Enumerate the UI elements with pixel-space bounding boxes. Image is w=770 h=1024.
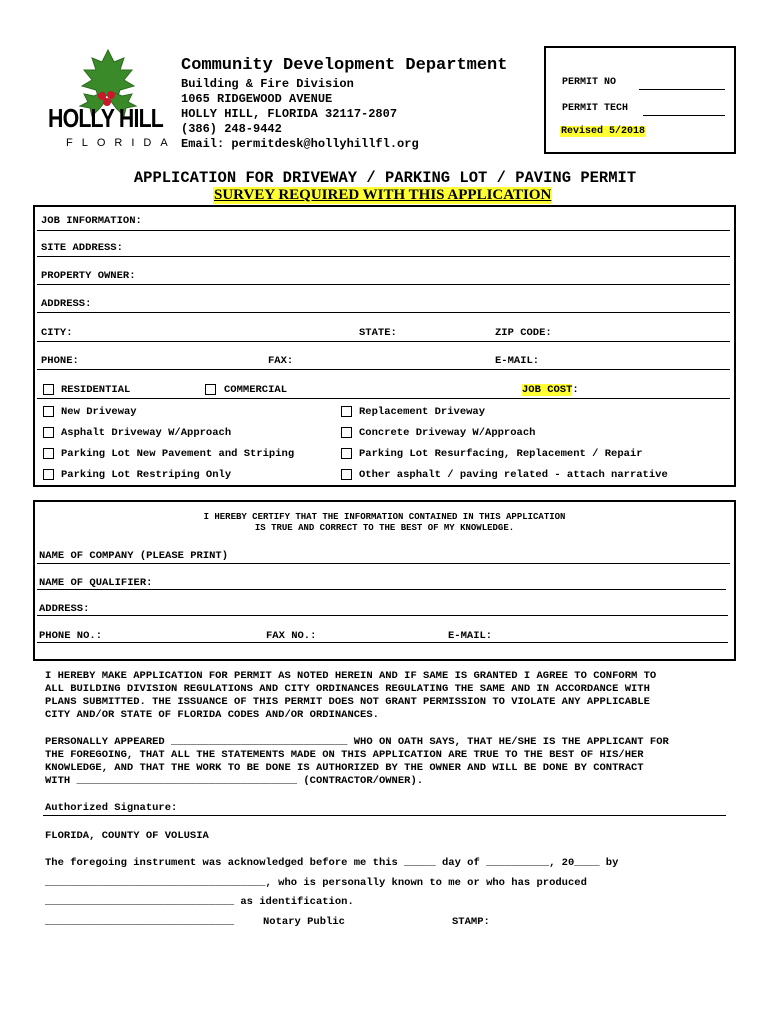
authorized-signature-label: Authorized Signature: [45, 802, 178, 814]
contractor-fax-label: FAX NO.: [266, 630, 317, 642]
permit-tech-label: PERMIT TECH [562, 103, 629, 114]
option-label: Parking Lot Resurfacing, Replacement / Repair [359, 448, 643, 460]
site-address-field[interactable] [37, 256, 730, 257]
divider [37, 230, 730, 231]
job-cost-label: JOB COST: [522, 384, 579, 396]
page-title: APPLICATION FOR DRIVEWAY / PARKING LOT / PAVING PERMIT [133, 169, 637, 187]
option-label: Parking Lot Restriping Only [61, 469, 232, 481]
phone-label: PHONE: [41, 355, 79, 367]
email-address: Email: permitdesk@hollyhillfl.org [181, 137, 419, 151]
concrete-driveway-checkbox[interactable] [341, 427, 352, 438]
site-address-label: SITE ADDRESS: [41, 242, 123, 254]
property-owner-label: PROPERTY OWNER: [41, 270, 136, 282]
notary-public-label: Notary Public [263, 916, 345, 928]
job-cost-field[interactable] [37, 398, 730, 399]
oath-text-line: THE FOREGOING, THAT ALL THE STATEMENTS MADE ON THIS APPLICATION ARE TRUE TO THE BEST OF HIS/HER [45, 749, 644, 761]
other-paving-checkbox[interactable] [341, 469, 352, 480]
contractor-address-field[interactable] [37, 615, 728, 616]
survey-notice: SURVEY REQUIRED WITH THIS APPLICATION [214, 187, 552, 203]
logo-subtext: FLORIDA [66, 137, 177, 149]
parking-lot-resurfacing-checkbox[interactable] [341, 448, 352, 459]
zip-label: ZIP CODE: [495, 327, 552, 339]
application-text-line: PLANS SUBMITTED. THE ISSUANCE OF THIS PERMIT DOES NOT GRANT PERMISSION TO VIOLATE ANY APPLICABLE [45, 696, 650, 708]
property-owner-field[interactable] [37, 284, 730, 285]
commercial-checkbox[interactable] [205, 384, 216, 395]
notary-text-line: ___________________________________, who is personally known to me or who has produced [45, 877, 587, 889]
asphalt-driveway-checkbox[interactable] [43, 427, 54, 438]
job-information-box [33, 205, 736, 487]
residential-checkbox[interactable] [43, 384, 54, 395]
street-address: 1065 RIDGEWOOD AVENUE [181, 92, 333, 106]
department-title: Community Development Department [181, 56, 508, 75]
residential-label: RESIDENTIAL [61, 384, 131, 396]
new-driveway-checkbox[interactable] [43, 406, 54, 417]
contractor-contact-field[interactable] [37, 642, 728, 643]
replacement-driveway-checkbox[interactable] [341, 406, 352, 417]
job-info-heading: JOB INFORMATION: [41, 215, 142, 227]
oath-text-line: PERSONALLY APPEARED ____________________________ WHO ON OATH SAYS, THAT HE/SHE IS THE APPLICANT FOR [45, 736, 669, 748]
option-label: Concrete Driveway W/Approach [359, 427, 536, 439]
parking-lot-restriping-checkbox[interactable] [43, 469, 54, 480]
company-name-label: NAME OF COMPANY (PLEASE PRINT) [39, 550, 229, 562]
oath-text-line: KNOWLEDGE, AND THAT THE WORK TO BE DONE IS AUTHORIZED BY THE OWNER AND WILL BE DONE BY CONTRACT [45, 762, 644, 774]
email-label: E-MAIL: [495, 355, 540, 367]
notary-signature-line[interactable]: ______________________________ [45, 916, 235, 928]
contractor-email-label: E-MAIL: [448, 630, 493, 642]
city-label: CITY: [41, 327, 73, 339]
revision-date: Revised 5/2018 [561, 126, 646, 137]
application-text-line: CITY AND/OR STATE OF FLORIDA CODES AND/OR ORDINANCES. [45, 709, 379, 721]
logo-text: HOLLY HILL [48, 103, 164, 133]
qualifier-name-field[interactable] [37, 589, 726, 590]
address-label: ADDRESS: [41, 298, 92, 310]
phone-number: (386) 248-9442 [181, 122, 282, 136]
option-label: Asphalt Driveway W/Approach [61, 427, 232, 439]
option-label: Replacement Driveway [359, 406, 486, 418]
option-label: Other asphalt / paving related - attach narrative [359, 469, 668, 481]
application-text-line: ALL BUILDING DIVISION REGULATIONS AND CITY ORDINANCES REGULATING THE SAME AND IN ACCORDANCE WITH [45, 683, 650, 695]
parking-lot-new-checkbox[interactable] [43, 448, 54, 459]
option-label: New Driveway [61, 406, 137, 418]
certify-text-line: I HEREBY CERTIFY THAT THE INFORMATION CONTAINED IN THIS APPLICATION [203, 512, 566, 522]
certify-text-line: IS TRUE AND CORRECT TO THE BEST OF MY KNOWLEDGE. [254, 523, 515, 533]
contractor-address-label: ADDRESS: [39, 603, 90, 615]
application-text-line: I HEREBY MAKE APPLICATION FOR PERMIT AS NOTED HEREIN AND IF SAME IS GRANTED I AGREE TO CONFORM TO [45, 670, 657, 682]
qualifier-name-label: NAME OF QUALIFIER: [39, 577, 153, 589]
permit-tech-field[interactable] [643, 103, 725, 116]
authorized-signature-field[interactable] [43, 815, 726, 816]
commercial-label: COMMERCIAL [224, 384, 288, 396]
state-label: STATE: [359, 327, 397, 339]
oath-text-line: WITH ___________________________________ (CONTRACTOR/OWNER). [45, 775, 424, 787]
city-state-zip-field[interactable] [37, 341, 730, 342]
permit-office-box [544, 46, 736, 154]
phone-fax-email-field[interactable] [37, 369, 730, 370]
contractor-phone-label: PHONE NO.: [39, 630, 103, 642]
option-label: Parking Lot New Pavement and Striping [61, 448, 295, 460]
company-name-field[interactable] [37, 563, 730, 564]
division-name: Building & Fire Division [181, 77, 354, 91]
notary-text-line: ______________________________ as identification. [45, 896, 354, 908]
address-field[interactable] [37, 312, 730, 313]
notary-text-line: The foregoing instrument was acknowledged before me this _____ day of __________, 20____ by [45, 857, 619, 869]
stamp-label: STAMP: [452, 916, 490, 928]
city-address: HOLLY HILL, FLORIDA 32117-2807 [181, 107, 398, 121]
fax-label: FAX: [268, 355, 294, 367]
permit-no-label: PERMIT NO [562, 77, 617, 88]
notary-county: FLORIDA, COUNTY OF VOLUSIA [45, 830, 209, 842]
permit-no-field[interactable] [639, 77, 725, 90]
